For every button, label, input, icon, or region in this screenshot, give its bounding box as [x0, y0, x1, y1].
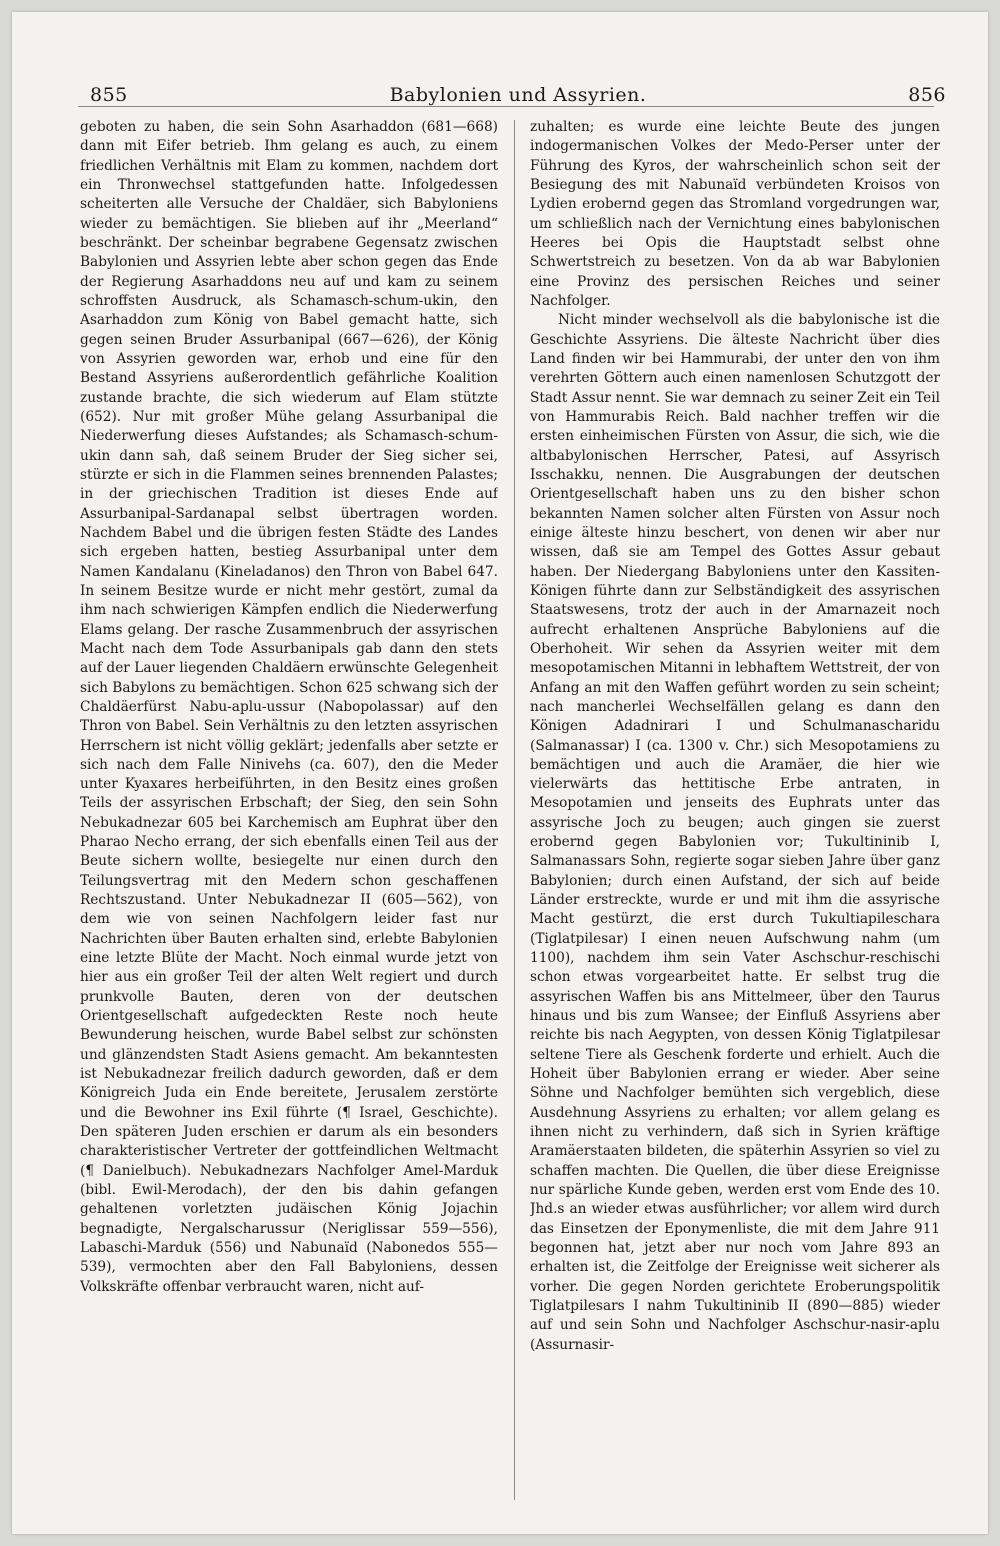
left-column — [80, 118, 498, 1500]
left-paragraph-1: geboten zu haben, die sein Sohn Asarhaddon (681—668) dann mit Eifer betrieb. Ihm gelang es auch, zu einem friedlichen Verhältnis mit Elam zu kommen, nachdem dort ein Thronwechsel stattgefunden hatte. Infolgedessen scheiterten alle Versuche der Chaldäer, sich Babyloniens wieder zu bemächtigen. Sie blieben auf ihr „Meerland“ beschränkt. Der scheinbar begrabene Gegensatz zwischen Babylonien und Assyrien lebte aber schon gegen das Ende der Regierung Asarhaddons neu auf und kam zu seinem schroffsten Ausdruck, als Schamasch-schum-ukin, den Asarhaddon zum König von Babel gemacht hatte, sich gegen seinen Bruder Assurbanipal (667—626), der König von Assyrien geworden war, erhob und eine für den Bestand Assyriens außerordentlich gefährliche Koalition zustande brachte, die sich wiederum auf Elam stützte (652). Nur mit großer Mühe gelang Assurbanipal die Niederwerfung dieses Aufstandes; als Schamasch-schum-ukin dann sah, daß seinem Bruder der Sieg sicher sei, stürzte er sich in die Flammen seines brennenden Palastes; in der griechischen Tradition ist dieses Ende auf Assurbanipal-Sardanapal selbst übertragen worden. Nachdem Babel und die übrigen festen Städte des Landes sich ergeben hatten, bestieg Assurbanipal unter dem Namen Kandalanu (Kineladanos) den Thron von Babel 647. In seinem Besitze wurde er nicht mehr gestört, zumal da ihm nach schwierigen Kämpfen endlich die Niederwerfung Elams gelang. Der rasche Zusammenbruch der assyrischen Macht nach dem Tode Assurbanipals gab dann den stets auf der Lauer liegenden Chaldäern erwünschte Gelegenheit sich Babylons zu bemächtigen. Schon 625 schwang sich der Chaldäerfürst Nabu-aplu-ussur (Nabopolassar) auf den Thron von Babel. Sein Verhältnis zu den letzten assyrischen Herrschern ist nicht völlig geklärt; jedenfalls aber setzte er sich nach dem Falle Ninivehs (ca. 607), den die Meder unter Kyaxares herbeiführten, in den Besitz eines großen Teils der assyrischen Erbschaft; der Sieg, den sein Sohn Nebukadnezar 605 bei Karchemisch am Euphrat über den Pharao Necho errang, der sich ebenfalls einen Teil aus der Beute sichern wollte, besiegelte nur einen durch den Teilungsvertrag mit den Medern schon geschaffenen Rechtszustand. Unter Nebukadnezar II (605—562), von dem wie von seinen Nachfolgern leider fast nur Nachrichten über Bauten erhalten sind, erlebte Babylonien eine letzte Blüte der Macht. Noch einmal wurde jetzt von hier aus ein großer Teil der alten Welt regiert und durch prunkvolle Bauten, deren von der deutschen Orientgesellschaft aufgedeckten Reste noch heute Bewunderung heischen, wurde Babel selbst zur schönsten und glänzendsten Stadt Asiens gemacht. Am bekanntesten ist Nebukadnezar freilich dadurch geworden, daß er dem Königreich Juda ein Ende bereitete, Jerusalem zerstörte und die Bewohner ins Exil führte (¶ Israel, Geschichte). Den späteren Juden erschien er darum als ein besonders charakteristischer Vertreter der gottfeindlichen Weltmacht (¶ Danielbuch). Nebukadnezars Nachfolger Amel-Marduk (bibl. Ewil-Merodach), der den bis dahin gefangen gehaltenen vorletzten judäischen König Jojachin begnadigte, Nergalscharussur (Neriglissar 559—556), Labaschi-Marduk (556) und Nabunaïd (Nabonedos 555—539), vermochten aber den Fall Babyloniens, dessen Volkskräfte offenbar verbraucht waren, nicht auf- — [80, 119, 498, 1295]
column-divider — [514, 120, 515, 1500]
right-paragraph-1: zuhalten; es wurde eine leichte Beute des jungen indogermanischen Volkes der Medo-Perser unter der Führung des Kyros, der wahrscheinlich schon seit der Besiegung des mit Nabunaïd verbündeten Kroisos von Lydien erobernd gegen das Stromland vorgedrungen war, um schließlich nach der Vernichtung eines babylonischen Heeres bei Opis die Hauptstadt selbst ohne Schwertstreich zu besetzen. Von da ab war Babylonien eine Provinz des persischen Reiches und seiner Nachfolger. — [530, 119, 940, 309]
running-title: Babylonien und Assyrien. — [389, 84, 647, 106]
right-column — [530, 118, 940, 1500]
running-header — [90, 84, 946, 114]
right-paragraph-2: Nicht minder wechselvoll als die babylonische ist die Geschichte Assyriens. Die älteste Nachricht über dies Land finden wir bei Hammurabi, der unter den von ihm verehrten Göttern auch einen namenlosen Schutzgott der Stadt Assur nennt. Sie war demnach zu seiner Zeit ein Teil von Hammurabis Reich. Bald nachher treffen wir die ersten einheimischen Fürsten von Assur, die sich, wie die altbabylonischen Herrscher, Patesi, auf Assyrisch Isschakku, nennen. Die Ausgrabungen der deutschen Orientgesellschaft haben uns zu den bisher schon bekannten Namen solcher alten Fürsten von Assur noch einige älteste hinzu beschert, von denen wir aber nur wissen, daß sie am Tempel des Gottes Assur gebaut haben. Der Niedergang Babyloniens unter den Kassiten-Königen führte dann zur Selbständigkeit des assyrischen Staatswesens, trotz der auch in der Amarnazeit noch aufrecht erhaltenen Ansprüche Babyloniens auf die Oberhoheit. Wir sehen da Assyrien weiter mit dem mesopotamischen Mitanni in lebhaftem Wettstreit, der von Anfang an mit den Waffen geführt worden zu sein scheint; nach mancherlei Wechselfällen gelang es dann den Königen Adadnirari I und Schulmanascharidu (Salmanassar) I (ca. 1300 v. Chr.) sich Mesopotamiens zu bemächtigen und auch die Aramäer, die hier wie vielerwärts das hettitische Erbe antraten, in Mesopotamien und jenseits des Euphrats unter das assyrische Joch zu beugen; auch gingen sie zuerst erobernd gegen Babylonien vor; Tukultininib I, Salmanassars Sohn, regierte sogar sieben Jahre über ganz Babylonien; durch einen Aufstand, der sich auf beide Länder erstreckte, wurde er und mit ihm die assyrische Macht gestürzt, die erst durch Tukultiapileschara (Tiglatpilesar) I einen neuen Aufschwung nahm (um 1100), nachdem ihm sein Vater Aschschur-reschischi schon etwas vorgearbeitet hatte. Er selbst trug die assyrischen Waffen bis ans Mittelmeer, über den Taurus hinaus und bis zum Wansee; der Einfluß Assyriens aber reichte bis nach Aegypten, von dessen König Tiglatpilesar seltene Tiere als Geschenk forderte und erhielt. Auch die Hoheit über Babylonien errang er wieder. Aber seine Söhne und Nachfolger bemühten sich vergeblich, diese Ausdehnung Assyriens zu erhalten; vor allem gelang es ihnen nicht zu verhindern, daß sich in Syrien kräftige Aramäerstaaten bildeten, die späterhin Assyrien so viel zu schaffen machten. Die Quellen, die über diese Ereignisse nur spärliche Kunde geben, werden erst vom Ende des 10. Jhd.s an wieder etwas ausführlicher; vor allem wird durch das Einsetzen der Eponymenliste, die mit dem Jahre 911 begonnen hat, jetzt aber nur noch vom Jahre 893 an erhalten ist, die Zeitfolge der Ereignisse weit sicherer als vorher. Die gegen Norden gerichtete Eroberungspolitik Tiglatpilesars I nahm Tukultininib II (890—885) wieder auf und sein Sohn und Nachfolger Aschschur-nasir-aplu (Assurnasir- — [530, 312, 940, 1353]
header-rule — [78, 106, 934, 107]
page-number-left: 855 — [90, 84, 128, 106]
page-number-right: 856 — [908, 84, 946, 106]
